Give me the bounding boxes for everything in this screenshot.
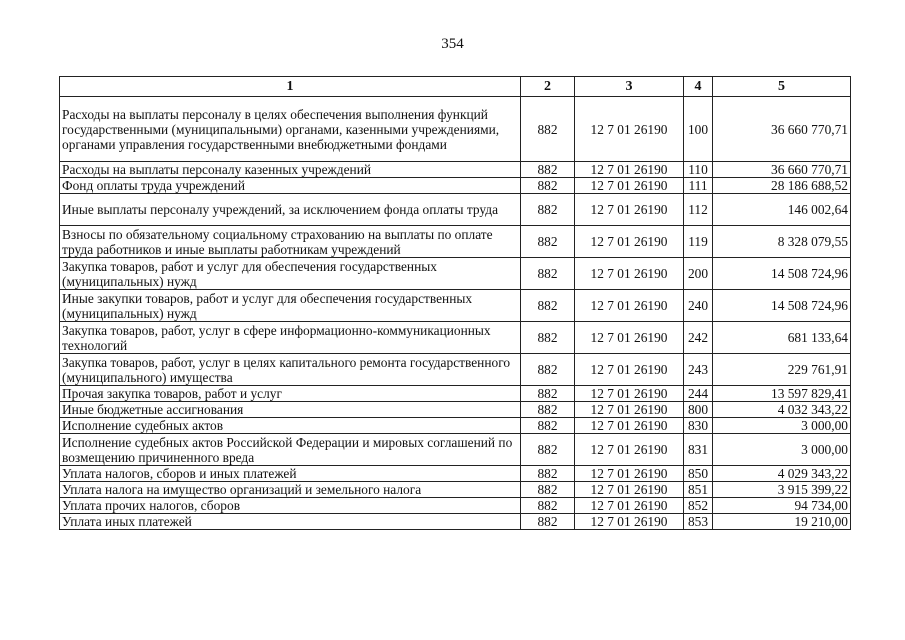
table-row bbox=[60, 258, 851, 290]
row-type-code: 240 bbox=[684, 290, 713, 322]
row-type-code: 853 bbox=[684, 514, 713, 530]
row-target-code: 12 7 01 26190 bbox=[575, 482, 684, 498]
row-admin-code: 882 bbox=[521, 514, 575, 530]
row-amount: 19 210,00 bbox=[713, 514, 851, 530]
row-admin-code: 882 bbox=[521, 418, 575, 434]
row-type-code: 200 bbox=[684, 258, 713, 290]
row-name: Закупка товаров, работ и услуг для обеспечения государственных (муниципальных) нужд bbox=[60, 258, 521, 290]
column-header: 4 bbox=[684, 77, 713, 97]
row-type-code: 110 bbox=[684, 162, 713, 178]
row-admin-code: 882 bbox=[521, 178, 575, 194]
table-row bbox=[60, 434, 851, 466]
row-target-code: 12 7 01 26190 bbox=[575, 258, 684, 290]
table-row bbox=[60, 194, 851, 226]
row-name: Уплата налога на имущество организаций и земельного налога bbox=[60, 482, 521, 498]
table-row bbox=[60, 466, 851, 482]
table-row bbox=[60, 482, 851, 498]
row-admin-code: 882 bbox=[521, 434, 575, 466]
row-name: Уплата налогов, сборов и иных платежей bbox=[60, 466, 521, 482]
row-amount: 4 032 343,22 bbox=[713, 402, 851, 418]
row-admin-code: 882 bbox=[521, 482, 575, 498]
row-type-code: 111 bbox=[684, 178, 713, 194]
row-amount: 681 133,64 bbox=[713, 322, 851, 354]
row-target-code: 12 7 01 26190 bbox=[575, 194, 684, 226]
row-amount: 13 597 829,41 bbox=[713, 386, 851, 402]
row-amount: 3 000,00 bbox=[713, 418, 851, 434]
row-name: Расходы на выплаты персоналу в целях обеспечения выполнения функций государственными (муниципальными) органами, казенными учреждениями, органами управления государственными внебюджетными фондами bbox=[60, 97, 521, 162]
row-target-code: 12 7 01 26190 bbox=[575, 226, 684, 258]
row-admin-code: 882 bbox=[521, 194, 575, 226]
row-target-code: 12 7 01 26190 bbox=[575, 178, 684, 194]
row-amount: 3 000,00 bbox=[713, 434, 851, 466]
row-name: Исполнение судебных актов bbox=[60, 418, 521, 434]
row-type-code: 831 bbox=[684, 434, 713, 466]
table-header-row bbox=[60, 77, 851, 97]
row-admin-code: 882 bbox=[521, 386, 575, 402]
row-admin-code: 882 bbox=[521, 258, 575, 290]
column-header: 3 bbox=[575, 77, 684, 97]
column-header: 1 bbox=[60, 77, 521, 97]
column-header: 2 bbox=[521, 77, 575, 97]
row-target-code: 12 7 01 26190 bbox=[575, 354, 684, 386]
table-row bbox=[60, 386, 851, 402]
row-amount: 4 029 343,22 bbox=[713, 466, 851, 482]
table-row bbox=[60, 178, 851, 194]
row-admin-code: 882 bbox=[521, 322, 575, 354]
row-name: Взносы по обязательному социальному страхованию на выплаты по оплате труда работников и иные выплаты работникам учреждений bbox=[60, 226, 521, 258]
row-name: Иные бюджетные ассигнования bbox=[60, 402, 521, 418]
row-type-code: 830 bbox=[684, 418, 713, 434]
row-type-code: 242 bbox=[684, 322, 713, 354]
row-admin-code: 882 bbox=[521, 466, 575, 482]
row-amount: 229 761,91 bbox=[713, 354, 851, 386]
row-target-code: 12 7 01 26190 bbox=[575, 434, 684, 466]
row-amount: 3 915 399,22 bbox=[713, 482, 851, 498]
row-name: Расходы на выплаты персоналу казенных учреждений bbox=[60, 162, 521, 178]
row-amount: 14 508 724,96 bbox=[713, 258, 851, 290]
row-name: Уплата иных платежей bbox=[60, 514, 521, 530]
row-type-code: 244 bbox=[684, 386, 713, 402]
row-admin-code: 882 bbox=[521, 498, 575, 514]
row-name: Исполнение судебных актов Российской Федерации и мировых соглашений по возмещению причиненного вреда bbox=[60, 434, 521, 466]
row-name: Прочая закупка товаров, работ и услуг bbox=[60, 386, 521, 402]
row-target-code: 12 7 01 26190 bbox=[575, 466, 684, 482]
row-name: Иные выплаты персоналу учреждений, за исключением фонда оплаты труда bbox=[60, 194, 521, 226]
row-type-code: 100 bbox=[684, 97, 713, 162]
row-name: Закупка товаров, работ, услуг в целях капитального ремонта государственного (муниципального) имущества bbox=[60, 354, 521, 386]
row-target-code: 12 7 01 26190 bbox=[575, 498, 684, 514]
row-admin-code: 882 bbox=[521, 354, 575, 386]
row-target-code: 12 7 01 26190 bbox=[575, 162, 684, 178]
table-row bbox=[60, 97, 851, 162]
row-type-code: 243 bbox=[684, 354, 713, 386]
row-admin-code: 882 bbox=[521, 226, 575, 258]
table-row bbox=[60, 354, 851, 386]
row-amount: 14 508 724,96 bbox=[713, 290, 851, 322]
row-type-code: 851 bbox=[684, 482, 713, 498]
table-row bbox=[60, 226, 851, 258]
row-type-code: 850 bbox=[684, 466, 713, 482]
row-target-code: 12 7 01 26190 bbox=[575, 402, 684, 418]
row-amount: 146 002,64 bbox=[713, 194, 851, 226]
table-row bbox=[60, 322, 851, 354]
row-amount: 8 328 079,55 bbox=[713, 226, 851, 258]
row-amount: 94 734,00 bbox=[713, 498, 851, 514]
table-row bbox=[60, 162, 851, 178]
row-amount: 36 660 770,71 bbox=[713, 97, 851, 162]
row-target-code: 12 7 01 26190 bbox=[575, 514, 684, 530]
table-row bbox=[60, 402, 851, 418]
row-type-code: 852 bbox=[684, 498, 713, 514]
table-row bbox=[60, 290, 851, 322]
row-admin-code: 882 bbox=[521, 162, 575, 178]
row-admin-code: 882 bbox=[521, 290, 575, 322]
row-amount: 36 660 770,71 bbox=[713, 162, 851, 178]
row-admin-code: 882 bbox=[521, 97, 575, 162]
row-name: Уплата прочих налогов, сборов bbox=[60, 498, 521, 514]
budget-table bbox=[59, 76, 851, 530]
row-target-code: 12 7 01 26190 bbox=[575, 322, 684, 354]
row-name: Фонд оплаты труда учреждений bbox=[60, 178, 521, 194]
row-admin-code: 882 bbox=[521, 402, 575, 418]
table-row bbox=[60, 514, 851, 530]
row-target-code: 12 7 01 26190 bbox=[575, 386, 684, 402]
row-amount: 28 186 688,52 bbox=[713, 178, 851, 194]
row-type-code: 800 bbox=[684, 402, 713, 418]
row-target-code: 12 7 01 26190 bbox=[575, 290, 684, 322]
row-target-code: 12 7 01 26190 bbox=[575, 418, 684, 434]
row-type-code: 119 bbox=[684, 226, 713, 258]
table-row bbox=[60, 498, 851, 514]
column-header: 5 bbox=[713, 77, 851, 97]
row-type-code: 112 bbox=[684, 194, 713, 226]
row-name: Закупка товаров, работ, услуг в сфере информационно-коммуникационных технологий bbox=[60, 322, 521, 354]
page-number: 354 bbox=[441, 36, 464, 52]
row-name: Иные закупки товаров, работ и услуг для обеспечения государственных (муниципальных) нужд bbox=[60, 290, 521, 322]
table-row bbox=[60, 418, 851, 434]
row-target-code: 12 7 01 26190 bbox=[575, 97, 684, 162]
